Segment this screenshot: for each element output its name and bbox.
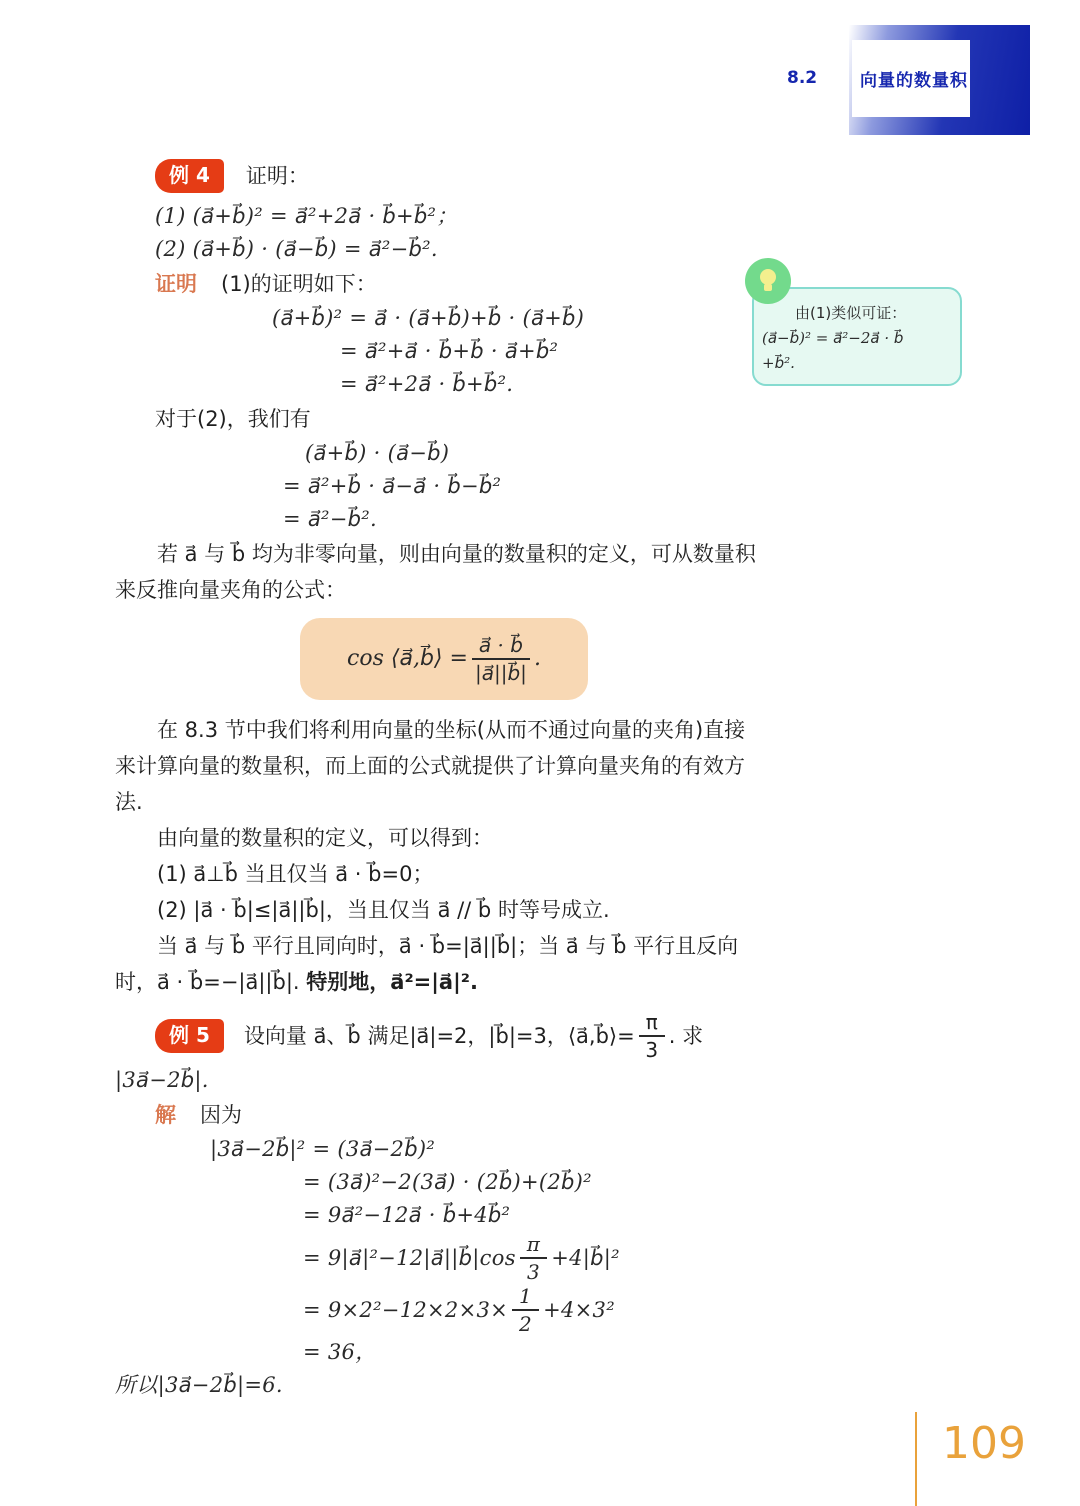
solution-conclusion: 所以|3a⃗−2b⃗|=6. xyxy=(115,1373,283,1397)
example5-intro-post: . 求 xyxy=(668,1024,704,1048)
example5-intro-fraction xyxy=(639,1011,665,1061)
proof-intro: (1)的证明如下： xyxy=(221,272,377,296)
tip-equation-line2: +b⃗². xyxy=(762,354,795,372)
example4-item1: (1) (a⃗+b⃗)² = a⃗²+2a⃗ · b⃗+b⃗²； xyxy=(155,204,458,228)
tip-box xyxy=(752,287,962,386)
tip-text: 由(1)类似可证： xyxy=(795,304,907,322)
solution-line4-post: +4|b⃗|² xyxy=(551,1246,620,1270)
proof-label: 证明 xyxy=(155,272,197,296)
example5-frac-den: 3 xyxy=(645,1038,659,1062)
tip-equation-line1: (a⃗−b⃗)² = a⃗²−2a⃗ · b⃗ xyxy=(762,329,904,347)
solution-line5-num: 1 xyxy=(512,1285,539,1311)
part2-intro: 对于(2)，我们有 xyxy=(155,407,311,431)
solution-line-cos xyxy=(303,1232,760,1284)
solution-line-numeric xyxy=(303,1284,760,1336)
example5-intro-pre: 设向量 a⃗、b⃗ 满足|a⃗|=2，|b⃗|=3，⟨a⃗,b⃗⟩= xyxy=(243,1024,635,1048)
part2-line: (a⃗+b⃗) · (a⃗−b⃗) xyxy=(305,441,450,465)
solution-line: = (3a⃗)²−2(3a⃗) · (2b⃗)+(2b⃗)² xyxy=(303,1170,592,1194)
paragraph-parallel xyxy=(115,928,760,1000)
solution-line5-post: +4×3² xyxy=(543,1298,615,1322)
solution-line5-den: 2 xyxy=(519,1312,533,1336)
proof-row xyxy=(155,266,760,302)
solution-line5-fraction xyxy=(512,1285,539,1335)
parallel-text: 当 a⃗ 与 b⃗ 平行且同向时，a⃗ · b⃗=|a⃗||b⃗|；当 a⃗ 与 b⃗ 平行且反向时，a⃗ · b⃗=−|a⃗||b⃗|. xyxy=(115,934,739,994)
formula-numerator: a⃗ · b⃗ xyxy=(472,634,530,660)
formula-denominator: |a⃗||b⃗| xyxy=(474,661,527,685)
proof-line: = a⃗²+a⃗ · b⃗+b⃗ · a⃗+b⃗² xyxy=(340,339,559,363)
solution-line: = 9a⃗²−12a⃗ · b⃗+4b⃗² xyxy=(303,1203,511,1227)
solution-line4-num: π xyxy=(520,1233,547,1259)
example4-item2: (2) (a⃗+b⃗) · (a⃗−b⃗) = a⃗²−b⃗². xyxy=(155,237,438,261)
header-title-box xyxy=(852,40,970,117)
proof-line: (a⃗+b⃗)² = a⃗ · (a⃗+b⃗)+b⃗ · (a⃗+b⃗) xyxy=(272,306,585,330)
formula-period: . xyxy=(533,646,541,671)
lightbulb-glyph xyxy=(757,267,779,295)
formula-box xyxy=(300,618,588,700)
example5-header xyxy=(155,1010,760,1062)
solution-line: |3a⃗−2b⃗|² = (3a⃗−2b⃗)² xyxy=(210,1137,436,1161)
paragraph-definition: 由向量的数量积的定义，可以得到： xyxy=(157,826,493,850)
formula-lhs: cos ⟨a⃗,b⃗⟩ = xyxy=(347,646,468,671)
lightbulb-icon xyxy=(745,258,791,304)
part2-line: = a⃗²+b⃗ · a⃗−a⃗ · b⃗−b⃗² xyxy=(283,474,502,498)
example5-frac-num: π xyxy=(639,1011,665,1037)
parallel-bold-note: 特别地，a⃗²=|a⃗|². xyxy=(306,970,478,994)
solution-line5-pre: = 9×2²−12×2×3× xyxy=(303,1298,509,1322)
property-item2: (2) |a⃗ · b⃗|≤|a⃗||b⃗|，当且仅当 a⃗ // b⃗ 时等号成立. xyxy=(157,898,610,922)
example5-badge: 例 5 xyxy=(155,1019,224,1053)
solution-line4-pre: = 9|a⃗|²−12|a⃗||b⃗|cos xyxy=(303,1246,516,1270)
footer-rule xyxy=(915,1412,917,1506)
main-content xyxy=(115,156,760,1402)
part2-line: = a⃗²−b⃗². xyxy=(283,507,377,531)
example5-intro xyxy=(244,1010,703,1062)
solution-line: = 36， xyxy=(303,1340,377,1364)
section-number: 8.2 xyxy=(787,68,818,88)
formula-fraction xyxy=(472,634,530,684)
solution-line4-den: 3 xyxy=(526,1260,541,1284)
proof-line: = a⃗²+2a⃗ · b⃗+b⃗². xyxy=(340,372,514,396)
example4-intro: 证明： xyxy=(245,164,309,188)
solution-intro: 因为 xyxy=(200,1103,242,1127)
example4-header xyxy=(155,158,760,194)
example5-intro-cont: |3a⃗−2b⃗|. xyxy=(115,1068,209,1092)
solution-label: 解 xyxy=(155,1103,176,1127)
section-title: 向量的数量积 xyxy=(860,71,968,91)
paragraph-section83: 在 8.3 节中我们将利用向量的坐标(从而不通过向量的夹角)直接来计算向量的数量积，而上面的公式就提供了计算向量夹角的有效方法. xyxy=(115,718,746,814)
property-item1: (1) a⃗⊥b⃗ 当且仅当 a⃗ · b⃗=0； xyxy=(157,862,434,886)
example4-badge: 例 4 xyxy=(155,159,224,193)
paragraph-nonzero-vectors: 若 a⃗ 与 b⃗ 均为非零向量，则由向量的数量积的定义，可从数量积来反推向量夹角的公式： xyxy=(115,542,756,602)
solution-line4-fraction xyxy=(520,1233,547,1283)
solution-row xyxy=(155,1097,760,1133)
page-number: 109 xyxy=(942,1418,1026,1469)
